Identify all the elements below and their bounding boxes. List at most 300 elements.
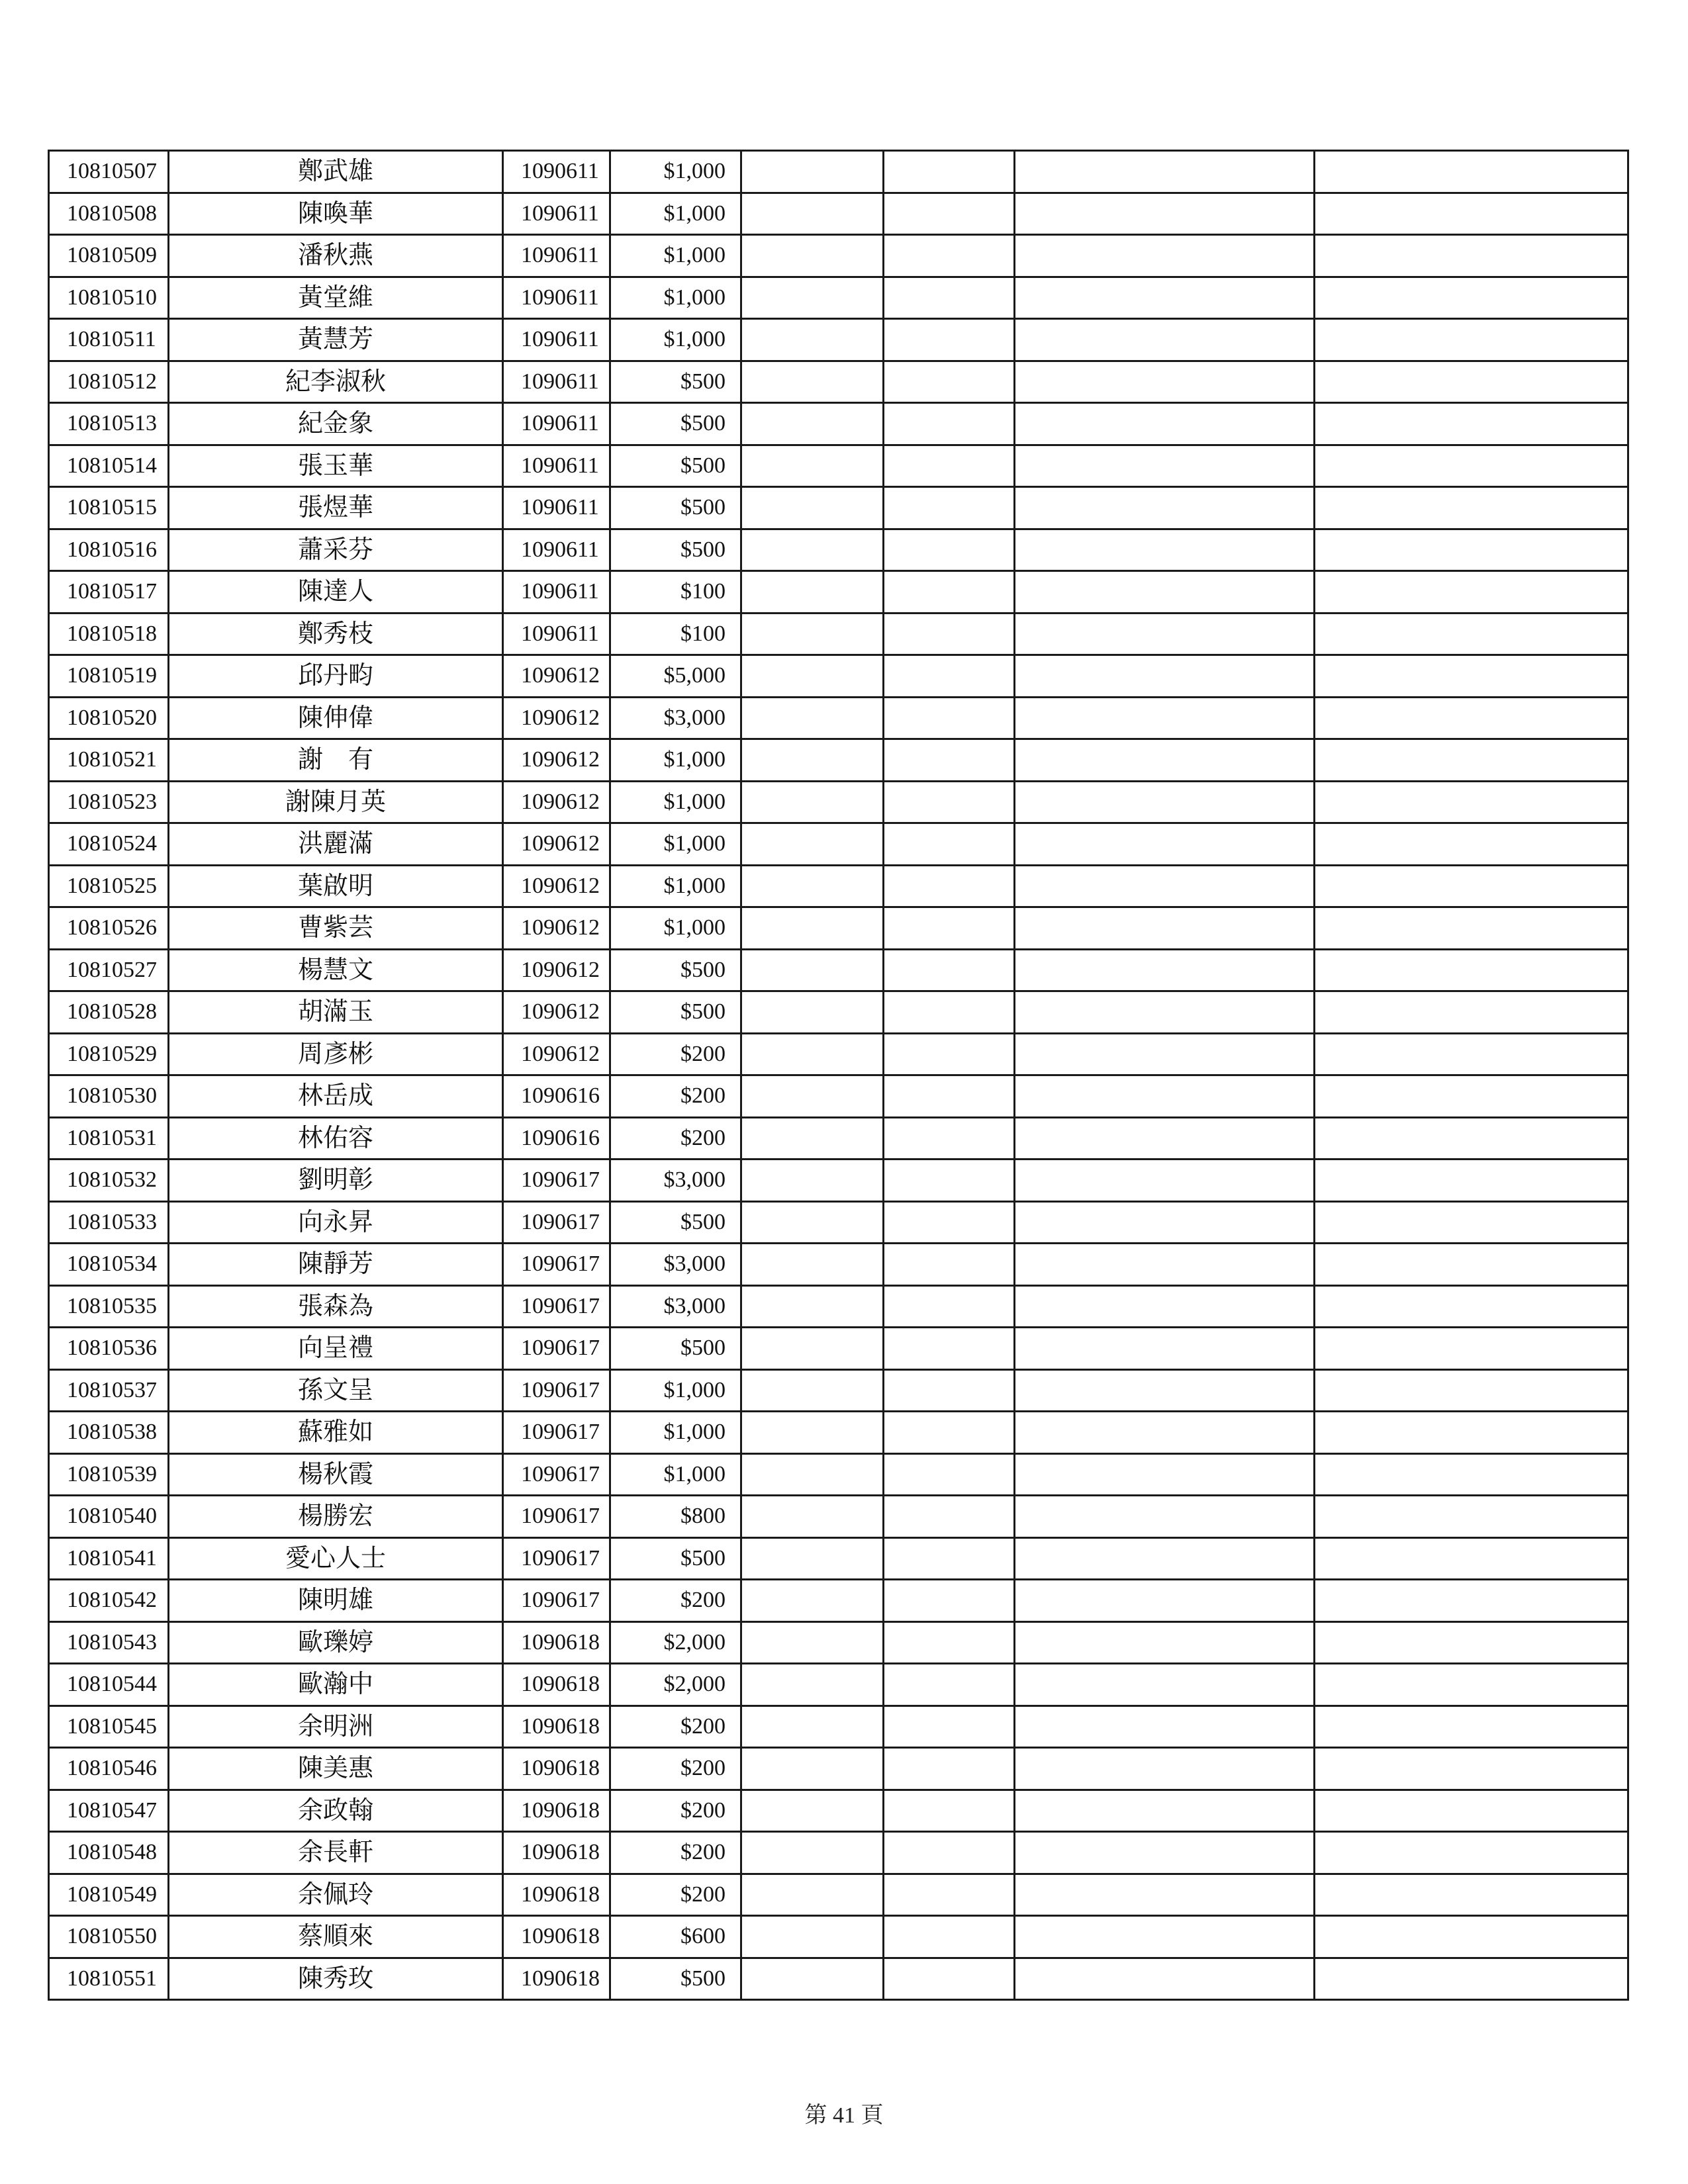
empty-cell	[1315, 1706, 1628, 1748]
donor-name-cell: 孫文呈	[169, 1369, 503, 1412]
table-row	[49, 1412, 1628, 1454]
amount-cell: $500	[610, 1328, 741, 1370]
donor-name-cell: 鄭秀枝	[169, 613, 503, 655]
table-row	[49, 739, 1628, 782]
donor-name-cell: 張煜華	[169, 487, 503, 529]
empty-cell	[1315, 739, 1628, 782]
receipt-number-cell: 10810526	[49, 907, 169, 950]
table-row	[49, 1369, 1628, 1412]
empty-cell	[1315, 1244, 1628, 1286]
empty-cell	[741, 949, 884, 991]
date-cell: 1090611	[503, 403, 610, 445]
table-row	[49, 235, 1628, 277]
empty-cell	[741, 571, 884, 614]
empty-cell	[884, 445, 1015, 487]
empty-cell	[741, 613, 884, 655]
empty-cell	[884, 1706, 1015, 1748]
empty-cell	[884, 319, 1015, 361]
empty-cell	[1315, 697, 1628, 739]
table-row	[49, 1075, 1628, 1118]
empty-cell	[1015, 1916, 1315, 1958]
empty-cell	[741, 151, 884, 193]
date-cell: 1090612	[503, 907, 610, 950]
date-cell: 1090611	[503, 319, 610, 361]
empty-cell	[1015, 991, 1315, 1034]
table-row	[49, 277, 1628, 319]
empty-cell	[1015, 781, 1315, 823]
empty-cell	[741, 235, 884, 277]
donor-name-cell: 曹紫芸	[169, 907, 503, 950]
empty-cell	[884, 529, 1015, 571]
receipt-number-cell: 10810546	[49, 1748, 169, 1790]
empty-cell	[1315, 1285, 1628, 1328]
empty-cell	[884, 1958, 1015, 2000]
empty-cell	[1015, 571, 1315, 614]
date-cell: 1090611	[503, 235, 610, 277]
receipt-number-cell: 10810539	[49, 1453, 169, 1496]
donor-name-cell: 陳伸偉	[169, 697, 503, 739]
empty-cell	[884, 697, 1015, 739]
empty-cell	[884, 991, 1015, 1034]
page-number: 第 41 頁	[804, 2103, 884, 2128]
receipt-number-cell: 10810537	[49, 1369, 169, 1412]
table-row	[49, 1201, 1628, 1244]
empty-cell	[1015, 1201, 1315, 1244]
empty-cell	[1315, 1537, 1628, 1580]
empty-cell	[884, 1496, 1015, 1538]
empty-cell	[1315, 1075, 1628, 1118]
empty-cell	[1015, 1075, 1315, 1118]
donor-name-cell: 歐瓅婷	[169, 1621, 503, 1664]
empty-cell	[1015, 949, 1315, 991]
empty-cell	[1315, 1160, 1628, 1202]
empty-cell	[884, 1664, 1015, 1706]
empty-cell	[1315, 445, 1628, 487]
amount-cell: $200	[610, 1874, 741, 1916]
empty-cell	[884, 1285, 1015, 1328]
table-row	[49, 907, 1628, 950]
amount-cell: $200	[610, 1832, 741, 1874]
table-row	[49, 1033, 1628, 1075]
date-cell: 1090611	[503, 571, 610, 614]
receipt-number-cell: 10810510	[49, 277, 169, 319]
amount-cell: $200	[610, 1790, 741, 1832]
amount-cell: $1,000	[610, 277, 741, 319]
empty-cell	[741, 1201, 884, 1244]
donor-name-cell: 紀李淑秋	[169, 361, 503, 403]
empty-cell	[884, 1916, 1015, 1958]
table-row	[49, 361, 1628, 403]
date-cell: 1090611	[503, 445, 610, 487]
amount-cell: $1,000	[610, 1412, 741, 1454]
donor-name-cell: 余佩玲	[169, 1874, 503, 1916]
empty-cell	[1315, 1369, 1628, 1412]
donor-name-cell: 余長軒	[169, 1832, 503, 1874]
empty-cell	[741, 991, 884, 1034]
empty-cell	[741, 193, 884, 235]
donor-name-cell: 黃堂維	[169, 277, 503, 319]
empty-cell	[884, 1244, 1015, 1286]
empty-cell	[1315, 1748, 1628, 1790]
empty-cell	[1015, 1369, 1315, 1412]
amount-cell: $1,000	[610, 235, 741, 277]
donor-name-cell: 歐瀚中	[169, 1664, 503, 1706]
empty-cell	[884, 1537, 1015, 1580]
receipt-number-cell: 10810547	[49, 1790, 169, 1832]
table-row	[49, 991, 1628, 1034]
date-cell: 1090617	[503, 1537, 610, 1580]
empty-cell	[884, 1328, 1015, 1370]
empty-cell	[1315, 1580, 1628, 1622]
table-row	[49, 1748, 1628, 1790]
date-cell: 1090618	[503, 1706, 610, 1748]
donor-name-cell: 胡滿玉	[169, 991, 503, 1034]
date-cell: 1090617	[503, 1285, 610, 1328]
empty-cell	[741, 361, 884, 403]
receipt-number-cell: 10810542	[49, 1580, 169, 1622]
empty-cell	[1315, 1412, 1628, 1454]
table-row	[49, 1790, 1628, 1832]
empty-cell	[884, 907, 1015, 950]
empty-cell	[1315, 1874, 1628, 1916]
empty-cell	[1315, 571, 1628, 614]
donor-name-cell: 陳達人	[169, 571, 503, 614]
receipt-number-cell: 10810534	[49, 1244, 169, 1286]
empty-cell	[1015, 235, 1315, 277]
empty-cell	[1015, 193, 1315, 235]
empty-cell	[1315, 193, 1628, 235]
amount-cell: $200	[610, 1075, 741, 1118]
empty-cell	[1015, 1706, 1315, 1748]
donor-name-cell: 楊慧文	[169, 949, 503, 991]
empty-cell	[741, 1706, 884, 1748]
empty-cell	[1015, 1621, 1315, 1664]
empty-cell	[1015, 151, 1315, 193]
donor-name-cell: 楊勝宏	[169, 1496, 503, 1538]
receipt-number-cell: 10810548	[49, 1832, 169, 1874]
receipt-number-cell: 10810523	[49, 781, 169, 823]
empty-cell	[741, 1369, 884, 1412]
amount-cell: $1,000	[610, 319, 741, 361]
amount-cell: $500	[610, 445, 741, 487]
amount-cell: $500	[610, 1958, 741, 2000]
receipt-number-cell: 10810527	[49, 949, 169, 991]
empty-cell	[884, 1160, 1015, 1202]
empty-cell	[884, 1621, 1015, 1664]
empty-cell	[741, 1958, 884, 2000]
table-row	[49, 1537, 1628, 1580]
empty-cell	[1315, 907, 1628, 950]
empty-cell	[741, 1453, 884, 1496]
donor-name-cell: 張玉華	[169, 445, 503, 487]
table-row	[49, 445, 1628, 487]
empty-cell	[741, 1916, 884, 1958]
empty-cell	[1015, 655, 1315, 698]
empty-cell	[1015, 1244, 1315, 1286]
date-cell: 1090618	[503, 1621, 610, 1664]
donor-name-cell: 葉啟明	[169, 865, 503, 907]
empty-cell	[1315, 277, 1628, 319]
empty-cell	[1315, 1832, 1628, 1874]
table-row	[49, 1916, 1628, 1958]
empty-cell	[1015, 1664, 1315, 1706]
empty-cell	[1315, 1328, 1628, 1370]
date-cell: 1090617	[503, 1160, 610, 1202]
donor-name-cell: 向呈禮	[169, 1328, 503, 1370]
empty-cell	[741, 865, 884, 907]
receipt-number-cell: 10810516	[49, 529, 169, 571]
receipt-number-cell: 10810543	[49, 1621, 169, 1664]
amount-cell: $1,000	[610, 907, 741, 950]
empty-cell	[741, 1285, 884, 1328]
donor-name-cell: 黃慧芳	[169, 319, 503, 361]
empty-cell	[1315, 1621, 1628, 1664]
empty-cell	[884, 1874, 1015, 1916]
table-row	[49, 781, 1628, 823]
empty-cell	[1015, 1537, 1315, 1580]
empty-cell	[1315, 655, 1628, 698]
empty-cell	[741, 1328, 884, 1370]
empty-cell	[741, 1496, 884, 1538]
receipt-number-cell: 10810519	[49, 655, 169, 698]
donor-name-cell: 余明洲	[169, 1706, 503, 1748]
empty-cell	[1315, 1916, 1628, 1958]
table-row	[49, 865, 1628, 907]
empty-cell	[1015, 403, 1315, 445]
date-cell: 1090612	[503, 823, 610, 866]
empty-cell	[741, 319, 884, 361]
date-cell: 1090617	[503, 1369, 610, 1412]
donor-name-cell: 鄭武雄	[169, 151, 503, 193]
empty-cell	[741, 739, 884, 782]
empty-cell	[884, 1832, 1015, 1874]
date-cell: 1090612	[503, 1033, 610, 1075]
empty-cell	[1015, 823, 1315, 866]
date-cell: 1090611	[503, 487, 610, 529]
amount-cell: $1,000	[610, 823, 741, 866]
empty-cell	[1015, 1496, 1315, 1538]
empty-cell	[884, 655, 1015, 698]
receipt-number-cell: 10810531	[49, 1117, 169, 1160]
empty-cell	[1315, 1117, 1628, 1160]
empty-cell	[1015, 907, 1315, 950]
date-cell: 1090617	[503, 1580, 610, 1622]
table-row	[49, 193, 1628, 235]
empty-cell	[741, 1621, 884, 1664]
receipt-number-cell: 10810530	[49, 1075, 169, 1118]
date-cell: 1090618	[503, 1874, 610, 1916]
table-row	[49, 529, 1628, 571]
empty-cell	[1015, 1874, 1315, 1916]
empty-cell	[1015, 1285, 1315, 1328]
receipt-number-cell: 10810545	[49, 1706, 169, 1748]
empty-cell	[884, 865, 1015, 907]
table-row	[49, 1664, 1628, 1706]
receipt-number-cell: 10810549	[49, 1874, 169, 1916]
date-cell: 1090611	[503, 277, 610, 319]
empty-cell	[884, 403, 1015, 445]
empty-cell	[884, 361, 1015, 403]
empty-cell	[741, 907, 884, 950]
empty-cell	[1315, 823, 1628, 866]
empty-cell	[884, 487, 1015, 529]
amount-cell: $500	[610, 487, 741, 529]
empty-cell	[1315, 991, 1628, 1034]
receipt-number-cell: 10810535	[49, 1285, 169, 1328]
date-cell: 1090611	[503, 193, 610, 235]
table-row	[49, 403, 1628, 445]
amount-cell: $500	[610, 1537, 741, 1580]
receipt-number-cell: 10810514	[49, 445, 169, 487]
table-row	[49, 655, 1628, 698]
ledger-body	[49, 151, 1628, 2000]
table-row	[49, 1832, 1628, 1874]
date-cell: 1090612	[503, 697, 610, 739]
empty-cell	[884, 571, 1015, 614]
receipt-number-cell: 10810507	[49, 151, 169, 193]
date-cell: 1090612	[503, 949, 610, 991]
empty-cell	[1315, 1033, 1628, 1075]
empty-cell	[741, 403, 884, 445]
donor-name-cell: 陳靜芳	[169, 1244, 503, 1286]
empty-cell	[884, 613, 1015, 655]
empty-cell	[884, 1790, 1015, 1832]
amount-cell: $500	[610, 403, 741, 445]
empty-cell	[1315, 361, 1628, 403]
amount-cell: $1,000	[610, 193, 741, 235]
amount-cell: $500	[610, 991, 741, 1034]
empty-cell	[741, 1117, 884, 1160]
donation-ledger-table	[48, 150, 1629, 2001]
empty-cell	[1015, 319, 1315, 361]
empty-cell	[884, 1075, 1015, 1118]
donor-name-cell: 蕭采芬	[169, 529, 503, 571]
donor-name-cell: 謝 有	[169, 739, 503, 782]
table-row	[49, 1580, 1628, 1622]
empty-cell	[741, 1412, 884, 1454]
donor-name-cell: 蔡順來	[169, 1916, 503, 1958]
amount-cell: $200	[610, 1033, 741, 1075]
empty-cell	[1315, 1958, 1628, 2000]
empty-cell	[1315, 319, 1628, 361]
date-cell: 1090616	[503, 1075, 610, 1118]
amount-cell: $500	[610, 529, 741, 571]
donor-name-cell: 蘇雅如	[169, 1412, 503, 1454]
donor-name-cell: 林岳成	[169, 1075, 503, 1118]
receipt-number-cell: 10810532	[49, 1160, 169, 1202]
receipt-number-cell: 10810525	[49, 865, 169, 907]
table-row	[49, 319, 1628, 361]
empty-cell	[1015, 361, 1315, 403]
receipt-number-cell: 10810511	[49, 319, 169, 361]
amount-cell: $200	[610, 1706, 741, 1748]
empty-cell	[884, 151, 1015, 193]
table-row	[49, 487, 1628, 529]
receipt-number-cell: 10810517	[49, 571, 169, 614]
empty-cell	[741, 823, 884, 866]
amount-cell: $600	[610, 1916, 741, 1958]
donor-name-cell: 楊秋霞	[169, 1453, 503, 1496]
empty-cell	[1015, 697, 1315, 739]
empty-cell	[884, 739, 1015, 782]
date-cell: 1090617	[503, 1244, 610, 1286]
empty-cell	[741, 1160, 884, 1202]
amount-cell: $3,000	[610, 1285, 741, 1328]
empty-cell	[1315, 865, 1628, 907]
table-row	[49, 571, 1628, 614]
date-cell: 1090611	[503, 613, 610, 655]
date-cell: 1090612	[503, 781, 610, 823]
receipt-number-cell: 10810512	[49, 361, 169, 403]
table-row	[49, 1706, 1628, 1748]
empty-cell	[741, 781, 884, 823]
receipt-number-cell: 10810508	[49, 193, 169, 235]
donor-name-cell: 陳秀玫	[169, 1958, 503, 2000]
empty-cell	[1015, 1748, 1315, 1790]
empty-cell	[1015, 1328, 1315, 1370]
table-row	[49, 1958, 1628, 2000]
date-cell: 1090618	[503, 1790, 610, 1832]
amount-cell: $2,000	[610, 1621, 741, 1664]
amount-cell: $200	[610, 1748, 741, 1790]
empty-cell	[741, 529, 884, 571]
empty-cell	[741, 487, 884, 529]
empty-cell	[884, 1033, 1015, 1075]
empty-cell	[1015, 1033, 1315, 1075]
receipt-number-cell: 10810524	[49, 823, 169, 866]
empty-cell	[1015, 1412, 1315, 1454]
amount-cell: $200	[610, 1117, 741, 1160]
date-cell: 1090611	[503, 529, 610, 571]
donor-name-cell: 陳明雄	[169, 1580, 503, 1622]
date-cell: 1090617	[503, 1496, 610, 1538]
empty-cell	[741, 1244, 884, 1286]
empty-cell	[741, 1033, 884, 1075]
empty-cell	[884, 1453, 1015, 1496]
empty-cell	[1015, 739, 1315, 782]
table-row	[49, 697, 1628, 739]
receipt-number-cell: 10810518	[49, 613, 169, 655]
donor-name-cell: 愛心人士	[169, 1537, 503, 1580]
amount-cell: $1,000	[610, 781, 741, 823]
amount-cell: $3,000	[610, 697, 741, 739]
empty-cell	[1015, 529, 1315, 571]
donor-name-cell: 余政翰	[169, 1790, 503, 1832]
receipt-number-cell: 10810513	[49, 403, 169, 445]
date-cell: 1090618	[503, 1832, 610, 1874]
receipt-number-cell: 10810528	[49, 991, 169, 1034]
date-cell: 1090618	[503, 1916, 610, 1958]
donor-name-cell: 謝陳月英	[169, 781, 503, 823]
empty-cell	[1315, 529, 1628, 571]
empty-cell	[1015, 487, 1315, 529]
table-row	[49, 1160, 1628, 1202]
date-cell: 1090612	[503, 739, 610, 782]
table-row	[49, 1621, 1628, 1664]
receipt-number-cell: 10810515	[49, 487, 169, 529]
empty-cell	[1015, 1453, 1315, 1496]
donor-name-cell: 紀金象	[169, 403, 503, 445]
empty-cell	[741, 1537, 884, 1580]
donor-name-cell: 劉明彰	[169, 1160, 503, 1202]
empty-cell	[1015, 1958, 1315, 2000]
empty-cell	[884, 949, 1015, 991]
date-cell: 1090617	[503, 1412, 610, 1454]
amount-cell: $1,000	[610, 865, 741, 907]
empty-cell	[884, 823, 1015, 866]
donor-name-cell: 張森為	[169, 1285, 503, 1328]
table-row	[49, 1328, 1628, 1370]
